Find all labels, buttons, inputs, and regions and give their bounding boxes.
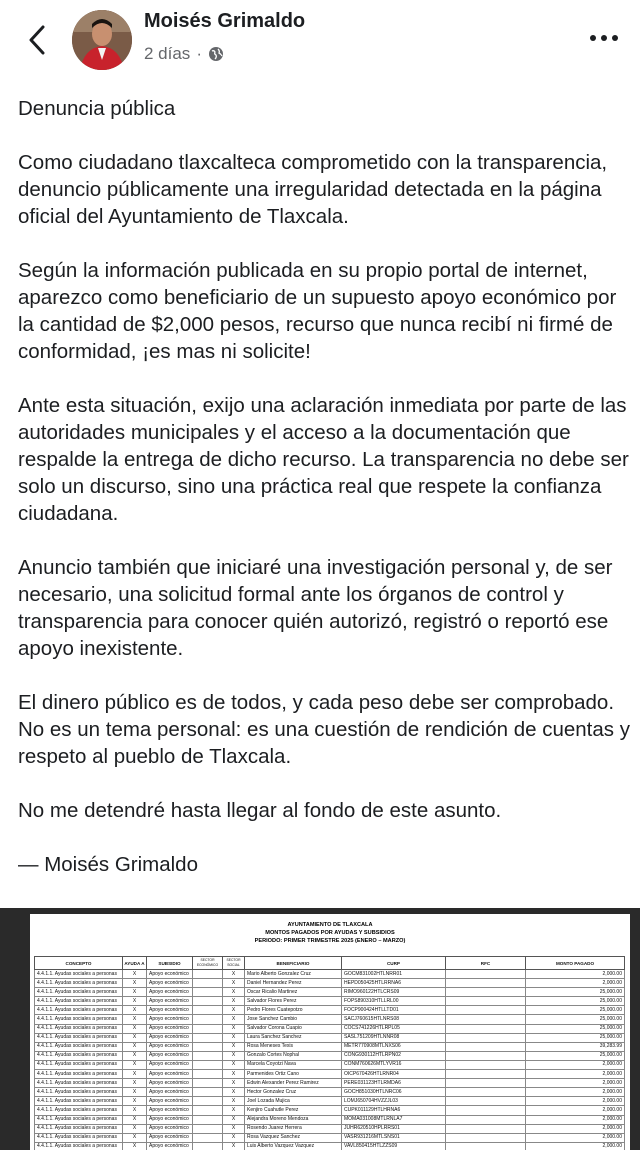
back-button[interactable] xyxy=(22,22,52,58)
document-title-line: PERIODO: PRIMER TRIMESTRE 2025 (ENERO – MARZO) xyxy=(254,937,406,944)
cell-monto: 2,000.00 xyxy=(526,1142,625,1150)
post-paragraph: Ante esta situación, exijo una aclaración inmediata por parte de las autoridades municipales y el acceso a la documentación que respalde la entrega de dicho recurso. La transparencia no debe ser solo un discurso, sino una práctica real que respete la confianza ciudadana. xyxy=(18,394,629,525)
cell-sector-economico xyxy=(193,1033,223,1042)
cell-curp: OICP670426HTLRNR04 xyxy=(342,1070,446,1079)
cell-curp: RIMO960122HTLCRS09 xyxy=(342,988,446,997)
cell-curp: COCS741226HTLRPL05 xyxy=(342,1024,446,1033)
cell-rfc xyxy=(446,1015,526,1024)
cell-beneficiario: Marcela Coyotzi Nava xyxy=(245,1060,342,1069)
cell-beneficiario: Rosa Meneses Texis xyxy=(245,1042,342,1051)
cell-ayuda: X xyxy=(123,1133,147,1142)
cell-ayuda: X xyxy=(123,1051,147,1060)
cell-monto: 25,000.00 xyxy=(526,988,625,997)
cell-sector-social: X xyxy=(223,979,245,988)
cell-subsidio: Apoyo económico xyxy=(147,1115,193,1124)
cell-monto: 25,000.00 xyxy=(526,1033,625,1042)
cell-curp: CUPK011129HTLHRNA6 xyxy=(342,1106,446,1115)
post-paragraph: Anuncio también que iniciaré una investigación personal y, de ser necesario, una solicitud formal ante los órganos de control y transparencia para conocer quién autorizó, registró o reportó ese apoyo inexistente. xyxy=(18,556,613,660)
cell-beneficiario: Gonzalo Cortes Nophal xyxy=(245,1051,342,1060)
cell-ayuda: X xyxy=(123,1124,147,1133)
cell-ayuda: X xyxy=(123,1060,147,1069)
table-row xyxy=(35,1106,625,1115)
cell-sector-social: X xyxy=(223,1124,245,1133)
cell-rfc xyxy=(446,1006,526,1015)
cell-sector-economico xyxy=(193,970,223,979)
cell-rfc xyxy=(446,1088,526,1097)
cell-ayuda: X xyxy=(123,1042,147,1051)
profile-photo xyxy=(72,10,132,70)
cell-sector-social: X xyxy=(223,1006,245,1015)
cell-beneficiario: Rosa Vazquez Sanchez xyxy=(245,1133,342,1142)
cell-monto: 2,000.00 xyxy=(526,1060,625,1069)
cell-subsidio: Apoyo económico xyxy=(147,1142,193,1150)
meta-separator: · xyxy=(196,44,202,63)
cell-monto: 39,283.99 xyxy=(526,1042,625,1051)
cell-concepto: 4.4.1.1. Ayudas sociales a personas xyxy=(35,979,123,988)
cell-sector-social: X xyxy=(223,1033,245,1042)
cell-ayuda: X xyxy=(123,988,147,997)
cell-rfc xyxy=(446,1070,526,1079)
cell-curp: PERE031123HTLRMDA6 xyxy=(342,1079,446,1088)
cell-concepto: 4.4.1.1. Ayudas sociales a personas xyxy=(35,1142,123,1150)
cell-curp: FOPS890310HTLLRL00 xyxy=(342,997,446,1006)
post-title: Denuncia pública xyxy=(18,97,176,120)
cell-rfc xyxy=(446,1079,526,1088)
cell-ayuda: X xyxy=(123,970,147,979)
table-row xyxy=(35,1124,625,1133)
author-name[interactable]: Moisés Grimaldo xyxy=(144,10,306,32)
table-row xyxy=(35,1133,625,1142)
column-header: AYUDA A xyxy=(123,957,147,970)
cell-curp: GOCH851030HTLNRC06 xyxy=(342,1088,446,1097)
cell-concepto: 4.4.1.1. Ayudas sociales a personas xyxy=(35,1079,123,1088)
cell-curp: METR770908MTLNXS06 xyxy=(342,1042,446,1051)
cell-monto: 25,000.00 xyxy=(526,1015,625,1024)
post-signature: — Moisés Grimaldo xyxy=(18,853,198,876)
cell-beneficiario: Oscar Ricalio Martinez xyxy=(245,988,342,997)
cell-subsidio: Apoyo económico xyxy=(147,1079,193,1088)
beneficiaries-table xyxy=(34,956,625,1150)
cell-sector-economico xyxy=(193,1015,223,1024)
cell-monto: 25,000.00 xyxy=(526,1051,625,1060)
table-row xyxy=(35,997,625,1006)
cell-beneficiario: Daniel Hernandez Perez xyxy=(245,979,342,988)
table-row xyxy=(35,1142,625,1150)
avatar[interactable] xyxy=(72,10,132,70)
cell-rfc xyxy=(446,970,526,979)
cell-sector-social: X xyxy=(223,1133,245,1142)
attached-document-image[interactable] xyxy=(0,908,640,1150)
cell-sector-social: X xyxy=(223,1115,245,1124)
table-row xyxy=(35,1042,625,1051)
cell-beneficiario: Laura Sanchez Sanchez xyxy=(245,1033,342,1042)
cell-concepto: 4.4.1.1. Ayudas sociales a personas xyxy=(35,1124,123,1133)
table-row xyxy=(35,979,625,988)
cell-concepto: 4.4.1.1. Ayudas sociales a personas xyxy=(35,1088,123,1097)
cell-ayuda: X xyxy=(123,1033,147,1042)
column-header: CURP xyxy=(342,957,446,970)
cell-subsidio: Apoyo económico xyxy=(147,979,193,988)
cell-concepto: 4.4.1.1. Ayudas sociales a personas xyxy=(35,1060,123,1069)
document-title-line: MONTOS PAGADOS POR AYUDAS Y SUBSIDIOS xyxy=(265,929,395,936)
cell-rfc xyxy=(446,1133,526,1142)
cell-curp: FOCP900424HTLLTD01 xyxy=(342,1006,446,1015)
cell-monto: 2,000.00 xyxy=(526,970,625,979)
column-header: RFC xyxy=(446,957,526,970)
cell-monto: 2,000.00 xyxy=(526,1079,625,1088)
table-row xyxy=(35,988,625,997)
cell-subsidio: Apoyo económico xyxy=(147,1133,193,1142)
cell-curp: JUHR620510HPLRRS01 xyxy=(342,1124,446,1133)
post-paragraph: El dinero público es de todos, y cada peso debe ser comprobado. No es un tema personal: es una cuestión de rendición de cuentas y respeto al pueblo de Tlaxcala. xyxy=(18,691,630,768)
cell-ayuda: X xyxy=(123,1015,147,1024)
cell-beneficiario: Kenjiro Cuahutle Perez xyxy=(245,1106,342,1115)
cell-concepto: 4.4.1.1. Ayudas sociales a personas xyxy=(35,988,123,997)
cell-sector-economico xyxy=(193,997,223,1006)
cell-sector-social: X xyxy=(223,1079,245,1088)
cell-ayuda: X xyxy=(123,1088,147,1097)
cell-curp: SACJ760615HTLNRS08 xyxy=(342,1015,446,1024)
table-row xyxy=(35,1024,625,1033)
cell-beneficiario: Joel Lozada Mujica xyxy=(245,1097,342,1106)
table-row xyxy=(35,1115,625,1124)
cell-sector-economico xyxy=(193,1051,223,1060)
cell-beneficiario: Luis Alberto Vazquez Vazquez xyxy=(245,1142,342,1150)
cell-concepto: 4.4.1.1. Ayudas sociales a personas xyxy=(35,1024,123,1033)
table-row xyxy=(35,970,625,979)
cell-rfc xyxy=(446,1106,526,1115)
table-row xyxy=(35,1079,625,1088)
table-row xyxy=(35,1051,625,1060)
cell-curp: SASL751209HTLNNR08 xyxy=(342,1033,446,1042)
cell-concepto: 4.4.1.1. Ayudas sociales a personas xyxy=(35,1033,123,1042)
cell-ayuda: X xyxy=(123,979,147,988)
cell-concepto: 4.4.1.1. Ayudas sociales a personas xyxy=(35,1115,123,1124)
cell-monto: 2,000.00 xyxy=(526,1097,625,1106)
post-header xyxy=(0,0,640,82)
cell-subsidio: Apoyo económico xyxy=(147,1060,193,1069)
post-meta xyxy=(144,44,224,64)
column-header: BENEFICIARIO xyxy=(245,957,342,970)
cell-beneficiario: Jose Sanchez Cambio xyxy=(245,1015,342,1024)
cell-sector-social: X xyxy=(223,1015,245,1024)
cell-concepto: 4.4.1.1. Ayudas sociales a personas xyxy=(35,1070,123,1079)
cell-rfc xyxy=(446,1124,526,1133)
cell-monto: 2,000.00 xyxy=(526,979,625,988)
cell-rfc xyxy=(446,997,526,1006)
chevron-left-icon xyxy=(28,25,46,55)
cell-ayuda: X xyxy=(123,1070,147,1079)
cell-rfc xyxy=(446,1115,526,1124)
cell-subsidio: Apoyo económico xyxy=(147,1006,193,1015)
cell-monto: 2,000.00 xyxy=(526,1115,625,1124)
cell-rfc xyxy=(446,1033,526,1042)
cell-sector-economico xyxy=(193,1006,223,1015)
cell-rfc xyxy=(446,1060,526,1069)
cell-sector-economico xyxy=(193,1088,223,1097)
cell-sector-economico xyxy=(193,1142,223,1150)
cell-sector-economico xyxy=(193,1115,223,1124)
table-row xyxy=(35,1006,625,1015)
cell-subsidio: Apoyo económico xyxy=(147,1097,193,1106)
cell-beneficiario: Edwin Alexander Perez Ramirez xyxy=(245,1079,342,1088)
cell-sector-social: X xyxy=(223,1088,245,1097)
cell-beneficiario: Alejandra Moreno Mendoza xyxy=(245,1115,342,1124)
cell-sector-economico xyxy=(193,1060,223,1069)
cell-sector-economico xyxy=(193,1106,223,1115)
cell-curp: GOCM831002HTLNRR01 xyxy=(342,970,446,979)
cell-curp: VAVL850415HTLZZS09 xyxy=(342,1142,446,1150)
cell-rfc xyxy=(446,1142,526,1150)
document-page xyxy=(30,914,630,1150)
cell-sector-economico xyxy=(193,1042,223,1051)
cell-beneficiario: Parmenides Ortiz Cano xyxy=(245,1070,342,1079)
cell-subsidio: Apoyo económico xyxy=(147,1106,193,1115)
cell-monto: 2,000.00 xyxy=(526,1133,625,1142)
cell-sector-economico xyxy=(193,1024,223,1033)
cell-ayuda: X xyxy=(123,1142,147,1150)
cell-monto: 2,000.00 xyxy=(526,1124,625,1133)
post-paragraph: No me detendré hasta llegar al fondo de este asunto. xyxy=(18,799,502,822)
cell-sector-social: X xyxy=(223,1060,245,1069)
cell-ayuda: X xyxy=(123,1106,147,1115)
cell-rfc xyxy=(446,979,526,988)
post-paragraph: Según la información publicada en su propio portal de internet, aparezco como beneficiario de un supuesto apoyo económico por la cantidad de $2,000 pesos, recurso que nunca recibí ni firmé de conformidad, ¡es mas ni solicite! xyxy=(18,259,617,363)
column-header: CONCEPTO xyxy=(35,957,123,970)
cell-concepto: 4.4.1.1. Ayudas sociales a personas xyxy=(35,1051,123,1060)
post-paragraph: Como ciudadano tlaxcalteca comprometido con la transparencia, denuncio públicamente una irregularidad detectada en la página oficial del Ayuntamiento de Tlaxcala. xyxy=(18,151,608,228)
table-header-row xyxy=(35,957,625,970)
cell-rfc xyxy=(446,1097,526,1106)
cell-rfc xyxy=(446,1042,526,1051)
cell-ayuda: X xyxy=(123,997,147,1006)
cell-sector-economico xyxy=(193,1070,223,1079)
cell-sector-social: X xyxy=(223,988,245,997)
cell-sector-economico xyxy=(193,1097,223,1106)
cell-rfc xyxy=(446,1024,526,1033)
cell-sector-economico xyxy=(193,988,223,997)
cell-ayuda: X xyxy=(123,1024,147,1033)
table-row xyxy=(35,1097,625,1106)
cell-curp: VASR931216MTLSNS01 xyxy=(342,1133,446,1142)
cell-sector-social: X xyxy=(223,1051,245,1060)
cell-sector-social: X xyxy=(223,1142,245,1150)
cell-beneficiario: Hector Gonzalez Cruz xyxy=(245,1088,342,1097)
post-time[interactable]: 2 días xyxy=(144,44,191,63)
column-header: SECTOR ECONÓMICO xyxy=(193,957,223,970)
cell-sector-social: X xyxy=(223,1042,245,1051)
cell-curp: CONG930112HTLRPN02 xyxy=(342,1051,446,1060)
cell-concepto: 4.4.1.1. Ayudas sociales a personas xyxy=(35,997,123,1006)
cell-sector-social: X xyxy=(223,997,245,1006)
table-row xyxy=(35,1070,625,1079)
table-row xyxy=(35,1060,625,1069)
column-header: SUBSIDIO xyxy=(147,957,193,970)
cell-subsidio: Apoyo económico xyxy=(147,1015,193,1024)
post-body xyxy=(18,95,630,878)
cell-monto: 25,000.00 xyxy=(526,1024,625,1033)
globe-icon xyxy=(208,46,224,62)
column-header: SECTOR SOCIAL xyxy=(223,957,245,970)
cell-concepto: 4.4.1.1. Ayudas sociales a personas xyxy=(35,1106,123,1115)
cell-beneficiario: Salvador Corona Cuapio xyxy=(245,1024,342,1033)
cell-subsidio: Apoyo económico xyxy=(147,1124,193,1133)
cell-subsidio: Apoyo económico xyxy=(147,1024,193,1033)
cell-subsidio: Apoyo económico xyxy=(147,1033,193,1042)
cell-monto: 2,000.00 xyxy=(526,1106,625,1115)
cell-beneficiario: Pedro Flores Cuatepotzo xyxy=(245,1006,342,1015)
document-title xyxy=(30,922,630,945)
table-body xyxy=(35,970,625,1150)
cell-concepto: 4.4.1.1. Ayudas sociales a personas xyxy=(35,1042,123,1051)
cell-concepto: 4.4.1.1. Ayudas sociales a personas xyxy=(35,1006,123,1015)
cell-monto: 2,000.00 xyxy=(526,1088,625,1097)
cell-ayuda: X xyxy=(123,1097,147,1106)
cell-beneficiario: Mario Alberto Gonzalez Cruz xyxy=(245,970,342,979)
document-title-line: AYUNTAMIENTO DE TLAXCALA xyxy=(287,922,373,928)
cell-beneficiario: Rosendo Juarez Herrera xyxy=(245,1124,342,1133)
cell-monto: 25,000.00 xyxy=(526,997,625,1006)
cell-sector-economico xyxy=(193,1079,223,1088)
table-row xyxy=(35,1088,625,1097)
cell-subsidio: Apoyo económico xyxy=(147,970,193,979)
cell-subsidio: Apoyo económico xyxy=(147,1042,193,1051)
cell-ayuda: X xyxy=(123,1115,147,1124)
cell-sector-social: X xyxy=(223,970,245,979)
cell-rfc xyxy=(446,988,526,997)
more-options-button[interactable] xyxy=(584,26,624,50)
table-row xyxy=(35,1015,625,1024)
cell-curp: MOMA031008MTLRNLA7 xyxy=(342,1115,446,1124)
cell-sector-economico xyxy=(193,1133,223,1142)
table-row xyxy=(35,1033,625,1042)
cell-concepto: 4.4.1.1. Ayudas sociales a personas xyxy=(35,1097,123,1106)
cell-concepto: 4.4.1.1. Ayudas sociales a personas xyxy=(35,970,123,979)
cell-sector-economico xyxy=(193,1124,223,1133)
cell-sector-economico xyxy=(193,979,223,988)
cell-subsidio: Apoyo económico xyxy=(147,1051,193,1060)
cell-sector-social: X xyxy=(223,1097,245,1106)
cell-rfc xyxy=(446,1051,526,1060)
cell-curp: LOMJ650704HVZZJL03 xyxy=(342,1097,446,1106)
more-icon xyxy=(589,34,619,42)
cell-concepto: 4.4.1.1. Ayudas sociales a personas xyxy=(35,1133,123,1142)
cell-concepto: 4.4.1.1. Ayudas sociales a personas xyxy=(35,1015,123,1024)
cell-monto: 25,000.00 xyxy=(526,1006,625,1015)
cell-sector-social: X xyxy=(223,1070,245,1079)
cell-monto: 2,000.00 xyxy=(526,1070,625,1079)
cell-sector-social: X xyxy=(223,1106,245,1115)
cell-beneficiario: Salvador Flores Perez xyxy=(245,997,342,1006)
cell-subsidio: Apoyo económico xyxy=(147,988,193,997)
cell-subsidio: Apoyo económico xyxy=(147,1070,193,1079)
cell-sector-social: X xyxy=(223,1024,245,1033)
column-header: MONTO PAGADO xyxy=(526,957,625,970)
cell-ayuda: X xyxy=(123,1006,147,1015)
cell-curp: HEPD050425HTLRRNA6 xyxy=(342,979,446,988)
cell-curp: CONM760626MTLYVR16 xyxy=(342,1060,446,1069)
cell-subsidio: Apoyo económico xyxy=(147,1088,193,1097)
cell-ayuda: X xyxy=(123,1079,147,1088)
cell-subsidio: Apoyo económico xyxy=(147,997,193,1006)
